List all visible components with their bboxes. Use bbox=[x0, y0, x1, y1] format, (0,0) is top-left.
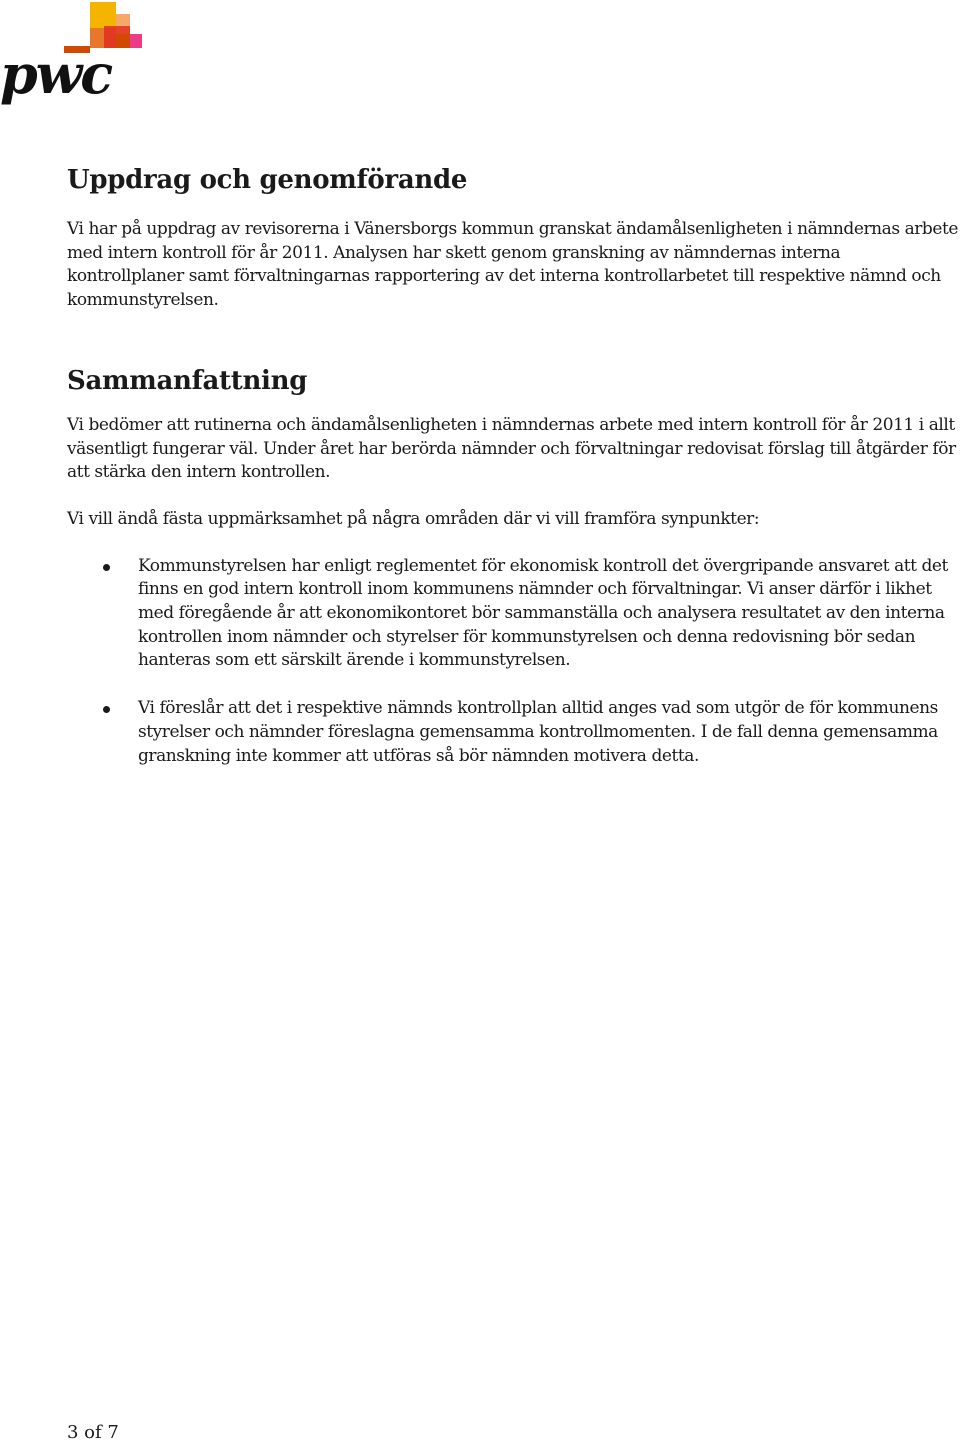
bullet-icon bbox=[103, 706, 110, 713]
section-title-uppdrag: Uppdrag och genomförande bbox=[67, 165, 468, 195]
pwc-logo bbox=[0, 0, 150, 112]
list-item-text: Vi föreslår att det i respektive nämnds kontrollplan alltid anges vad som utgör de för kommunens styrelser och nämnder föreslagna gemensamma kontrollmomenten. I de fall denna gemensamma granskning inte kommer att utföras så bör nämnden motivera detta. bbox=[138, 698, 938, 766]
section-title-sammanfattning: Sammanfattning bbox=[67, 365, 308, 396]
bullet-list bbox=[67, 555, 960, 769]
list-item-text: Kommunstyrelsen har enligt reglementet för ekonomisk kontroll det övergripande ansvaret att det finns en god intern kontroll inom kommunens nämnder och förvaltningar. Vi anser därför i likhet med föregående år att ekonomikontoret bör sammanställa och analysera resultatet av den interna kontrollen inom nämnder och styrelser för kommunstyrelsen och denna redovisning bör sedan hanteras som ett särskilt ärende i kommunstyrelsen. bbox=[138, 555, 948, 671]
list-item bbox=[67, 555, 960, 674]
section-paragraph: Vi vill ändå fästa uppmärksamhet på några områden där vi vill framföra synpunkter: bbox=[67, 508, 760, 529]
document-body bbox=[67, 162, 960, 792]
list-item bbox=[67, 697, 960, 768]
section-paragraph: Vi bedömer att rutinerna och ändamålsenligheten i nämndernas arbete med intern kontroll för år 2011 i allt väsentligt fungerar väl. Under året har berörda nämnder och förvaltningar redovisat förslag till åtgärder för att stärka den intern kontrollen. bbox=[67, 414, 956, 483]
section-paragraph: Vi har på uppdrag av revisorerna i Vänersborgs kommun granskat ändamålsenligheten i nämndernas arbete med intern kontroll för år 2011. Analysen har skett genom granskning av nämndernas interna kontrollplaner samt förvaltningarnas rapportering av det interna kontrollarbetet till respektive nämnd och kommunstyrelsen. bbox=[67, 219, 958, 311]
page-indicator: 3 of 7 bbox=[67, 1422, 119, 1443]
bullet-icon bbox=[103, 564, 110, 571]
pwc-wordmark: pwc bbox=[0, 42, 112, 106]
